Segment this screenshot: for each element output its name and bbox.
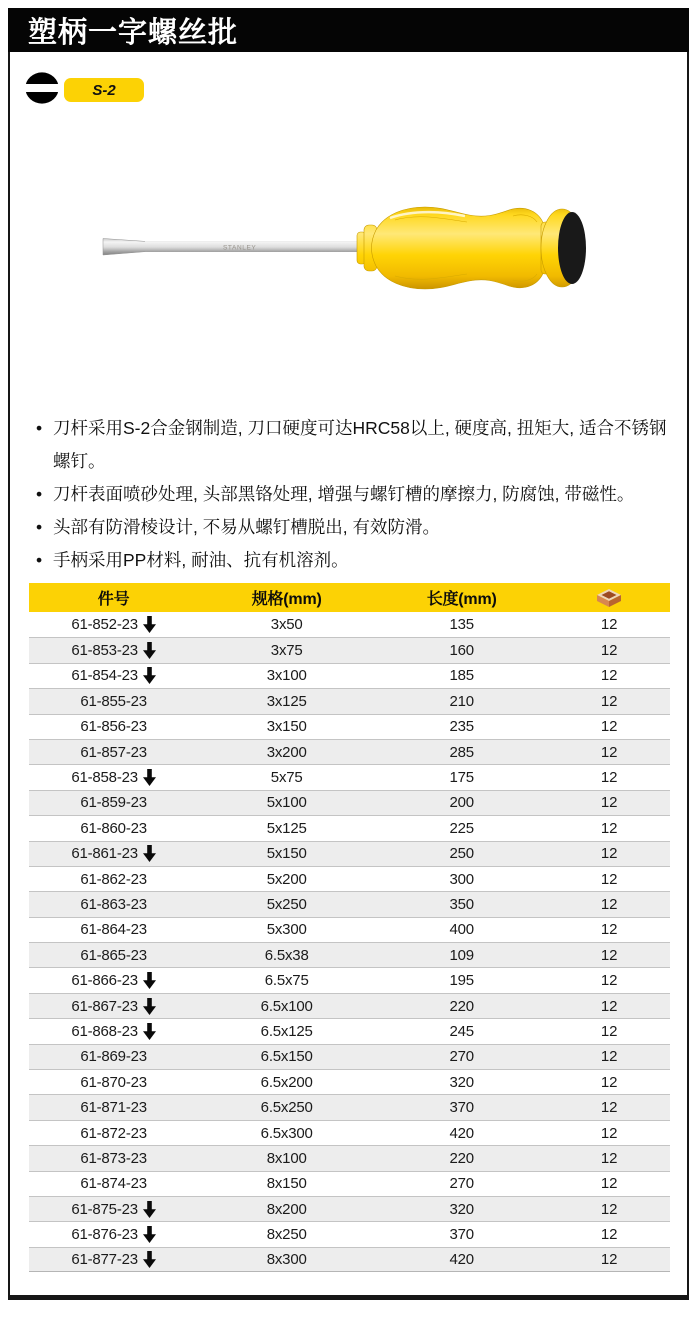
spec-cell: 5x125 — [266, 819, 307, 837]
spec-cell: 3x150 — [266, 718, 307, 736]
spec-cell: 5x300 — [266, 921, 307, 939]
qty-cell: 12 — [600, 718, 618, 736]
feature-item: • 刀杆表面喷砂处理, 头部黑铬处理, 增强与螺钉槽的摩擦力, 防腐蚀, 带磁性。 — [36, 478, 670, 511]
part-number: 61-856-23 — [80, 718, 147, 736]
spec-cell: 6.5x38 — [264, 946, 309, 964]
spec-cell: 5x200 — [266, 870, 307, 888]
length-cell: 160 — [449, 642, 474, 660]
length-cell: 400 — [449, 921, 474, 939]
table-row — [29, 688, 670, 713]
length-cell: 210 — [449, 692, 474, 710]
length-cell: 270 — [449, 1175, 474, 1193]
qty-cell: 12 — [600, 1124, 618, 1142]
table-row — [29, 942, 670, 967]
part-number: 61-872-23 — [80, 1124, 147, 1142]
tip-size-badge — [64, 78, 144, 102]
length-cell: 420 — [449, 1250, 474, 1268]
part-cell — [29, 642, 198, 659]
part-number: 61-853-23 — [71, 642, 138, 660]
spec-cell: 8x100 — [266, 1149, 307, 1167]
down-arrow-icon — [143, 998, 156, 1015]
table-row — [29, 790, 670, 815]
feature-item: • 手柄采用PP材料, 耐油、抗有机溶剂。 — [36, 544, 670, 577]
down-arrow-icon — [143, 845, 156, 862]
slotted-head-icon — [25, 72, 59, 104]
screwdriver-blade — [103, 239, 371, 256]
qty-cell: 12 — [600, 997, 618, 1015]
spec-cell: 6.5x150 — [260, 1048, 313, 1066]
part-cell — [29, 1074, 198, 1091]
qty-cell: 12 — [600, 845, 618, 863]
down-arrow-icon — [143, 616, 156, 633]
table-row — [29, 637, 670, 662]
part-number: 61-868-23 — [71, 1022, 138, 1040]
qty-cell: 12 — [600, 1022, 618, 1040]
down-arrow-icon — [143, 642, 156, 659]
screwdriver-image — [95, 192, 595, 314]
qty-cell: 12 — [600, 870, 618, 888]
feature-list — [36, 412, 670, 577]
part-cell — [29, 998, 198, 1015]
part-cell — [29, 1048, 198, 1065]
part-cell — [29, 845, 198, 862]
spec-cell: 8x200 — [266, 1200, 307, 1218]
table-row — [29, 1171, 670, 1196]
length-cell: 300 — [449, 870, 474, 888]
spec-cell: 5x250 — [266, 895, 307, 913]
table-row — [29, 764, 670, 789]
length-cell: 225 — [449, 819, 474, 837]
part-cell — [29, 667, 198, 684]
table-row — [29, 663, 670, 688]
spec-cell: 5x75 — [270, 769, 303, 787]
part-cell — [29, 947, 198, 964]
qty-cell: 12 — [600, 616, 618, 634]
part-number: 61-874-23 — [80, 1175, 147, 1193]
part-number: 61-861-23 — [71, 845, 138, 863]
length-cell: 235 — [449, 718, 474, 736]
length-cell: 220 — [449, 1149, 474, 1167]
table-row — [29, 841, 670, 866]
qty-cell: 12 — [600, 946, 618, 964]
table-row — [29, 993, 670, 1018]
length-cell: 285 — [449, 743, 474, 761]
qty-cell: 12 — [600, 1175, 618, 1193]
part-number: 61-854-23 — [71, 667, 138, 685]
part-cell — [29, 616, 198, 633]
table-row — [29, 1221, 670, 1246]
tip-size-label: S-2 — [92, 81, 116, 99]
down-arrow-icon — [143, 769, 156, 786]
part-number: 61-862-23 — [80, 870, 147, 888]
spec-cell: 3x75 — [270, 642, 303, 660]
feature-item: • 头部有防滑棱设计, 不易从螺钉槽脱出, 有效防滑。 — [36, 511, 670, 544]
qty-cell: 12 — [600, 1099, 618, 1117]
qty-cell: 12 — [600, 642, 618, 660]
length-cell: 185 — [449, 667, 474, 685]
product-table — [29, 583, 670, 1272]
length-cell: 200 — [449, 794, 474, 812]
table-row — [29, 1247, 670, 1272]
length-cell: 135 — [449, 616, 474, 634]
part-number: 61-860-23 — [80, 819, 147, 837]
part-number: 61-875-23 — [71, 1200, 138, 1218]
down-arrow-icon — [143, 1023, 156, 1040]
length-cell: 270 — [449, 1048, 474, 1066]
qty-cell: 12 — [600, 769, 618, 787]
part-number: 61-871-23 — [80, 1099, 147, 1117]
table-row — [29, 967, 670, 992]
screwdriver-handle — [357, 207, 586, 289]
table-row — [29, 1196, 670, 1221]
qty-cell: 12 — [600, 794, 618, 812]
table-row — [29, 1069, 670, 1094]
length-cell: 245 — [449, 1022, 474, 1040]
part-cell — [29, 871, 198, 888]
spec-cell: 3x100 — [266, 667, 307, 685]
spec-cell: 6.5x250 — [260, 1099, 313, 1117]
part-cell — [29, 1125, 198, 1142]
qty-cell: 12 — [600, 1073, 618, 1091]
part-number: 61-867-23 — [71, 997, 138, 1015]
part-cell — [29, 769, 198, 786]
table-row — [29, 917, 670, 942]
length-cell: 320 — [449, 1200, 474, 1218]
part-number: 61-865-23 — [80, 946, 147, 964]
qty-cell: 12 — [600, 972, 618, 990]
down-arrow-icon — [143, 972, 156, 989]
qty-cell: 12 — [600, 1149, 618, 1167]
part-number: 61-858-23 — [71, 769, 138, 787]
table-row — [29, 891, 670, 916]
part-cell — [29, 718, 198, 735]
length-cell: 220 — [449, 997, 474, 1015]
spec-cell: 6.5x75 — [264, 972, 309, 990]
part-cell — [29, 1201, 198, 1218]
part-cell — [29, 820, 198, 837]
table-row — [29, 866, 670, 891]
table-row — [29, 1044, 670, 1069]
table-row — [29, 714, 670, 739]
qty-cell: 12 — [600, 1200, 618, 1218]
brand-text: STANLEY — [223, 244, 257, 252]
part-number: 61-870-23 — [80, 1073, 147, 1091]
part-number: 61-866-23 — [71, 972, 138, 990]
spec-cell: 3x50 — [270, 616, 303, 634]
page-title: 塑柄一字螺丝批 — [28, 16, 239, 49]
part-cell — [29, 1226, 198, 1243]
length-cell: 175 — [449, 769, 474, 787]
part-cell — [29, 972, 198, 989]
qty-cell: 12 — [600, 1048, 618, 1066]
spec-cell: 5x150 — [266, 845, 307, 863]
part-number: 61-873-23 — [80, 1149, 147, 1167]
part-cell — [29, 1175, 198, 1192]
header-spec: 规格(mm) — [251, 591, 322, 608]
length-cell: 195 — [449, 972, 474, 990]
spec-cell: 3x125 — [266, 692, 307, 710]
down-arrow-icon — [143, 1201, 156, 1218]
table-row — [29, 1094, 670, 1119]
length-cell: 350 — [449, 895, 474, 913]
part-number: 61-855-23 — [80, 692, 147, 710]
handle-end-cap — [558, 212, 586, 284]
part-cell — [29, 896, 198, 913]
header-length: 长度(mm) — [426, 591, 497, 608]
length-cell: 370 — [449, 1099, 474, 1117]
part-cell — [29, 693, 198, 710]
spec-cell: 5x100 — [266, 794, 307, 812]
spec-cell: 8x150 — [266, 1175, 307, 1193]
table-row — [29, 612, 670, 637]
length-cell: 420 — [449, 1124, 474, 1142]
table-row — [29, 739, 670, 764]
part-cell — [29, 921, 198, 938]
part-cell — [29, 1099, 198, 1116]
spec-cell: 3x200 — [266, 743, 307, 761]
catalog-page — [8, 8, 689, 1300]
length-cell: 370 — [449, 1226, 474, 1244]
qty-cell: 12 — [600, 667, 618, 685]
down-arrow-icon — [143, 667, 156, 684]
part-number: 61-852-23 — [71, 616, 138, 634]
qty-cell: 12 — [600, 895, 618, 913]
qty-cell: 12 — [600, 743, 618, 761]
spec-cell: 6.5x200 — [260, 1073, 313, 1091]
spec-cell: 6.5x300 — [260, 1124, 313, 1142]
part-number: 61-863-23 — [80, 895, 147, 913]
qty-cell: 12 — [600, 1226, 618, 1244]
part-number: 61-857-23 — [80, 743, 147, 761]
feature-item: • 刀杆采用S-2合金钢制造, 刀口硬度可达HRC58以上, 硬度高, 扭矩大, 适合不锈钢螺钉。 — [36, 412, 670, 478]
title-bar — [8, 8, 689, 52]
down-arrow-icon — [143, 1226, 156, 1243]
table-body — [29, 612, 670, 1272]
spec-cell: 8x300 — [266, 1250, 307, 1268]
length-cell: 320 — [449, 1073, 474, 1091]
spec-cell: 6.5x125 — [260, 1022, 313, 1040]
length-cell: 250 — [449, 845, 474, 863]
part-number: 61-876-23 — [71, 1226, 138, 1244]
down-arrow-icon — [143, 1251, 156, 1268]
part-cell — [29, 1023, 198, 1040]
table-row — [29, 1145, 670, 1170]
table-header-row — [29, 583, 670, 612]
spec-cell: 8x250 — [266, 1226, 307, 1244]
table-row — [29, 815, 670, 840]
header-part: 件号 — [97, 591, 130, 608]
part-cell — [29, 1251, 198, 1268]
header-qty — [548, 588, 670, 608]
part-number: 61-869-23 — [80, 1048, 147, 1066]
length-cell: 109 — [449, 946, 474, 964]
qty-cell: 12 — [600, 692, 618, 710]
carton-box-icon — [596, 588, 622, 608]
part-number: 61-859-23 — [80, 794, 147, 812]
qty-cell: 12 — [600, 1250, 618, 1268]
part-cell — [29, 794, 198, 811]
part-number: 61-877-23 — [71, 1250, 138, 1268]
qty-cell: 12 — [600, 819, 618, 837]
qty-cell: 12 — [600, 921, 618, 939]
part-number: 61-864-23 — [80, 921, 147, 939]
table-row — [29, 1018, 670, 1043]
part-cell — [29, 1150, 198, 1167]
spec-cell: 6.5x100 — [260, 997, 313, 1015]
part-cell — [29, 744, 198, 761]
table-row — [29, 1120, 670, 1145]
